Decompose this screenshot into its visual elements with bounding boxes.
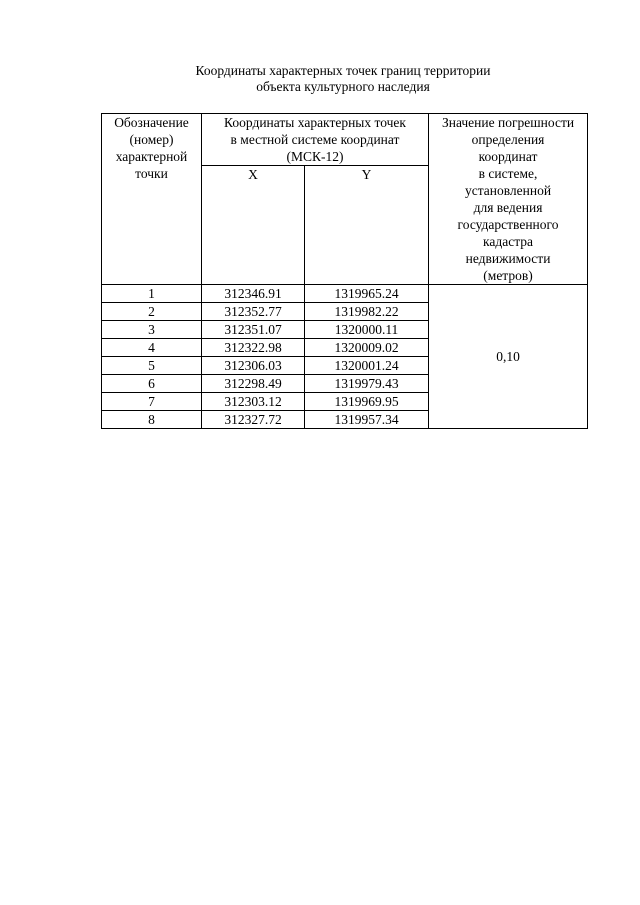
point-number: 6: [102, 375, 202, 393]
coord-y: 1319969.95: [305, 393, 429, 411]
coord-x: 312352.77: [202, 303, 305, 321]
coord-y: 1319982.22: [305, 303, 429, 321]
point-number: 2: [102, 303, 202, 321]
title-line-1: Координаты характерных точек границ территории: [195, 63, 491, 78]
coord-x: 312306.03: [202, 357, 305, 375]
point-number: 5: [102, 357, 202, 375]
table-row: [102, 285, 588, 303]
point-number: 8: [102, 411, 202, 429]
coord-x: 312346.91: [202, 285, 305, 303]
point-number: 7: [102, 393, 202, 411]
header-point-designation: Обозначение (номер) характерной точки: [102, 114, 202, 285]
header-y: Y: [305, 166, 429, 285]
coord-y: 1319957.34: [305, 411, 429, 429]
coord-x: 312351.07: [202, 321, 305, 339]
header-x: X: [202, 166, 305, 285]
coordinates-table: [101, 113, 588, 429]
coord-y: 1320000.11: [305, 321, 429, 339]
coord-y: 1319965.24: [305, 285, 429, 303]
coord-x: 312322.98: [202, 339, 305, 357]
coord-x: 312298.49: [202, 375, 305, 393]
point-number: 3: [102, 321, 202, 339]
title-line-2: объекта культурного наследия: [256, 79, 430, 94]
error-value-cell: 0,10: [429, 285, 588, 429]
coord-y: 1319979.43: [305, 375, 429, 393]
document-title: [0, 63, 640, 95]
coord-y: 1320009.02: [305, 339, 429, 357]
coord-x: 312327.72: [202, 411, 305, 429]
coord-x: 312303.12: [202, 393, 305, 411]
point-number: 1: [102, 285, 202, 303]
header-coordinates: Координаты характерных точек в местной системе координат (МСК-12): [202, 114, 429, 166]
point-number: 4: [102, 339, 202, 357]
coord-y: 1320001.24: [305, 357, 429, 375]
header-error-value: Значение погрешности определения координат в системе, установленной для ведения государственного кадастра недвижимости (метров): [429, 114, 588, 285]
